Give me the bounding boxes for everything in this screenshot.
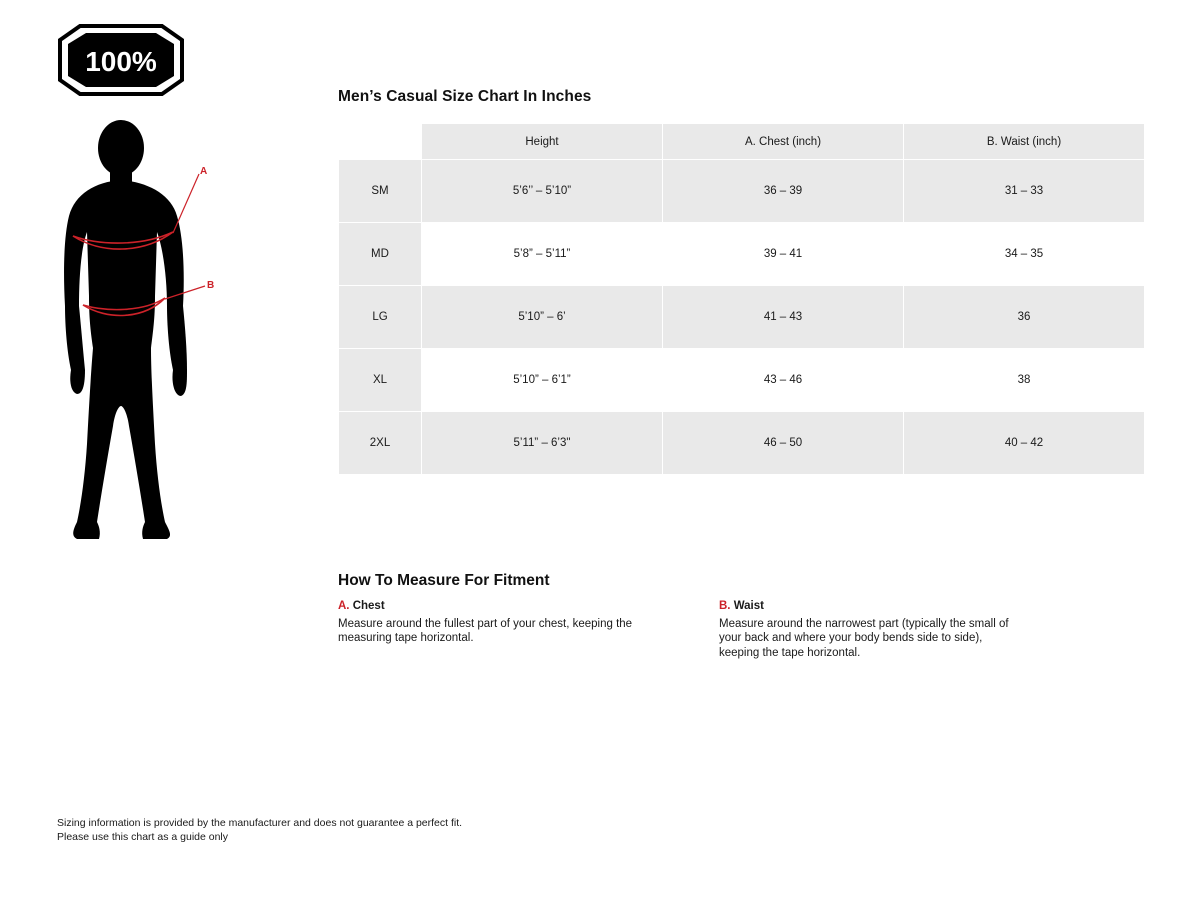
brand-logo [58, 24, 184, 96]
table-row [339, 349, 1145, 412]
measure-letter-b: B. [719, 600, 731, 612]
cell-waist: 38 [904, 349, 1145, 412]
silhouette-right-foot [142, 522, 170, 539]
how-to-measure-title: How To Measure For Fitment [338, 572, 550, 589]
table-row [339, 412, 1145, 475]
cell-height: 5’10” – 6’1” [422, 349, 663, 412]
cell-chest: 43 – 46 [663, 349, 904, 412]
size-chart-table [338, 123, 1145, 475]
silhouette-left-foot [73, 522, 100, 539]
cell-height: 5’11” – 6’3" [422, 412, 663, 475]
silhouette-left-hand [70, 370, 85, 394]
table-header-row [339, 124, 1145, 160]
silhouette-legs [77, 348, 165, 522]
table-row [339, 286, 1145, 349]
table-row [339, 223, 1145, 286]
disclaimer-line-1: Sizing information is provided by the manufacturer and does not guarantee a perfect fit. [57, 817, 463, 829]
cell-height: 5’8” – 5’11” [422, 223, 663, 286]
disclaimer [57, 816, 462, 844]
cell-size: MD [339, 223, 422, 286]
cell-size: 2XL [339, 412, 422, 475]
measure-letter-a: A. [338, 600, 350, 612]
silhouette-head [98, 120, 144, 176]
measure-instruction-waist [719, 599, 1019, 660]
cell-size: LG [339, 286, 422, 349]
cell-size: SM [339, 160, 422, 223]
cell-chest: 36 – 39 [663, 160, 904, 223]
measure-name-waist: Waist [733, 600, 764, 612]
cell-chest: 39 – 41 [663, 223, 904, 286]
table-body [339, 160, 1145, 475]
measure-text-chest: Measure around the fullest part of your chest, keeping the measuring tape horizontal. [338, 617, 633, 644]
cell-waist: 34 – 35 [904, 223, 1145, 286]
measure-instruction-chest [338, 599, 638, 646]
column-header-size [339, 124, 422, 160]
cell-waist: 40 – 42 [904, 412, 1145, 475]
body-silhouette-diagram [55, 120, 295, 560]
measure-heading-chest [338, 599, 638, 614]
waist-label: B [207, 280, 215, 291]
column-header-waist: B. Waist (inch) [904, 124, 1145, 160]
cell-height: 5’6’’ – 5’10” [422, 160, 663, 223]
silhouette-right-hand [172, 370, 187, 396]
column-header-height: Height [422, 124, 663, 160]
cell-waist: 36 [904, 286, 1145, 349]
silhouette-torso [64, 180, 184, 348]
measure-text-waist: Measure around the narrowest part (typically the small of your back and where your body bends side to side), keeping the tape horizontal. [719, 617, 1009, 659]
silhouette-right-forearm [167, 306, 187, 370]
page-title: Men’s Casual Size Chart In Inches [338, 88, 592, 105]
table-row [339, 160, 1145, 223]
cell-height: 5’10” – 6’ [422, 286, 663, 349]
cell-chest: 41 – 43 [663, 286, 904, 349]
cell-size: XL [339, 349, 422, 412]
cell-chest: 46 – 50 [663, 412, 904, 475]
chest-label: A [200, 166, 208, 177]
logo-text: 100% [85, 46, 157, 77]
chest-leader-line [173, 174, 199, 233]
measure-heading-waist [719, 599, 1019, 614]
measure-name-chest: Chest [352, 600, 385, 612]
silhouette-left-forearm [65, 306, 85, 370]
cell-waist: 31 – 33 [904, 160, 1145, 223]
column-header-chest: A. Chest (inch) [663, 124, 904, 160]
disclaimer-line-2: Please use this chart as a guide only [57, 831, 229, 843]
table-header [339, 124, 1145, 160]
